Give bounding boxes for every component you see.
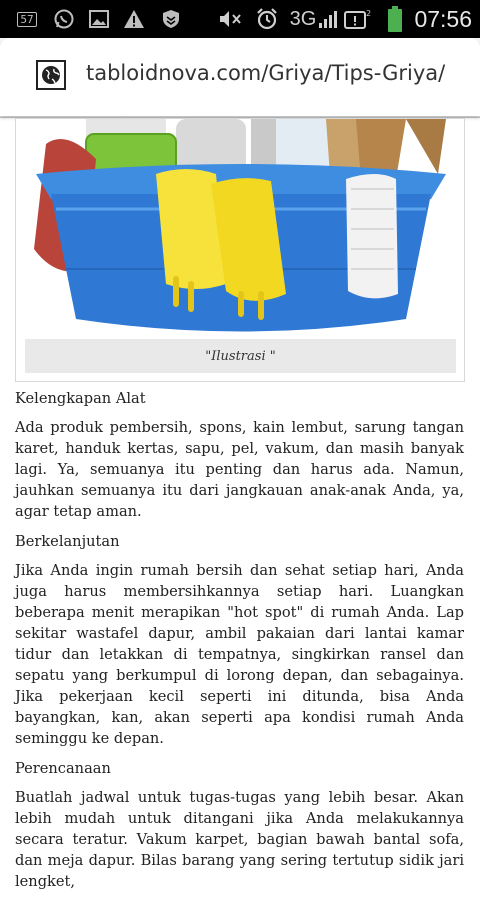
figure-caption: "Ilustrasi " xyxy=(25,339,456,373)
cleaning-bucket-image xyxy=(26,119,456,337)
battery-icon xyxy=(386,0,404,38)
warning-icon xyxy=(122,0,146,38)
section-heading: Berkelanjutan xyxy=(15,533,120,550)
gallery-icon xyxy=(88,0,110,38)
data-sync-icon xyxy=(342,0,372,38)
section-paragraph: Jika Anda ingin rumah bersih dan sehat setiap hari, Anda juga harus membersihkannya setiap hari. Luangkan beberapa menit merapikan "hot spot" di rumah Anda. Lap sekitar wastafel dapur, ambil pakaian dari lantai kamar tidur dan letakkan di tempatnya, singkirkan ransel dan sepatu yang berkumpul di lorong depan, dan sebagainya. Jika pekerjaan kecil seperti ini ditunda, bisa Anda bayangkan, kan, akan seperti apa kondisi rumah Anda seminggu ke depan. xyxy=(15,562,464,747)
article-body xyxy=(15,388,464,901)
whatsapp-icon xyxy=(52,0,76,38)
article-figure xyxy=(15,118,465,382)
signal-icon xyxy=(318,0,340,38)
alarm-icon xyxy=(254,0,280,38)
notification-count: 57 xyxy=(17,12,36,27)
section-paragraph: Buatlah jadwal untuk tugas-tugas yang lebih besar. Akan lebih mudah untuk ditangani jika Anda melakukannya secara teratur. Vakum karpet, bagian bawah bantal sofa, dan meja dapur. Bilas barang yang sering tertutup sidik jari lengket, xyxy=(15,789,464,890)
site-info-icon[interactable] xyxy=(36,60,66,90)
clock: 07:56 xyxy=(414,5,472,32)
status-bar xyxy=(0,0,480,38)
svg-text:2: 2 xyxy=(366,9,372,18)
section-paragraph: Ada produk pembersih, spons, kain lembut, sarung tangan karet, handuk kertas, sapu, pel, vakum, dan masih banyak lagi. Ya, semuanya itu penting dan harus ada. Namun, jauhkan semuanya itu dari jangkauan anak-anak Anda, ya, agar tetap aman. xyxy=(15,419,464,520)
section-heading: Kelengkapan Alat xyxy=(15,390,146,407)
shield-download-icon xyxy=(160,0,182,38)
address-field[interactable]: tabloidnova.com/Griya/Tips-Griya/ xyxy=(86,61,446,85)
network-type-label: 3G xyxy=(289,7,317,30)
network-type xyxy=(286,0,320,38)
mute-icon xyxy=(218,0,242,38)
section-heading: Perencanaan xyxy=(15,760,111,777)
notification-count-icon xyxy=(14,0,40,38)
